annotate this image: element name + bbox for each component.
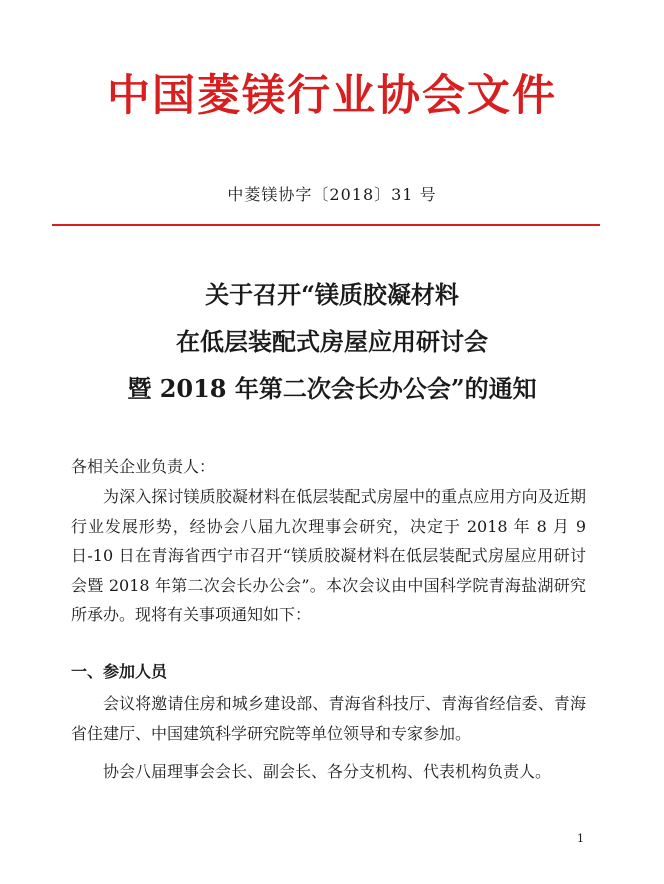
org-masthead-title: 中国菱镁行业协会文件 (107, 71, 557, 121)
page-number: 1 (577, 832, 584, 845)
participants-paragraph-1: 会议将邀请住房和城乡建设部、青海省科技厅、青海省经信委、青海省住建厅、中国建筑科学研究院等单位领导和专家参加。 (71, 694, 586, 743)
notice-title-line-2: 在低层装配式房屋应用研讨会 (176, 327, 488, 356)
participants-paragraph-2: 协会八届理事会会长、副会长、各分支机构、代表机构负责人。 (103, 762, 552, 781)
section-heading-participants: 一、参加人员 (71, 662, 168, 681)
notice-title-line-3: 暨 2018 年第二次会长办公会”的通知 (127, 374, 537, 403)
notice-title-line-1: 关于召开“镁质胶凝材料 (205, 280, 459, 309)
notice-title (0, 271, 664, 412)
intro-paragraph: 为深入探讨镁质胶凝材料在低层装配式房屋中的重点应用方向及近期行业发展形势，经协会八届九次理事会研究，决定于 2018 年 8 月 9 日-10 日在青海省西宁市召开“镁质胶凝材料在低层装配式房屋应用研讨会暨 2018 年第二次会长办公会”。本次会议由中国科学院青海盐湖研究所承办。现将有关事项通知如下： (71, 487, 586, 624)
salutation: 各相关企业负责人： (71, 457, 216, 476)
document-number: 中菱镁协字〔2018〕31 号 (227, 185, 437, 204)
red-divider-line (52, 224, 600, 226)
